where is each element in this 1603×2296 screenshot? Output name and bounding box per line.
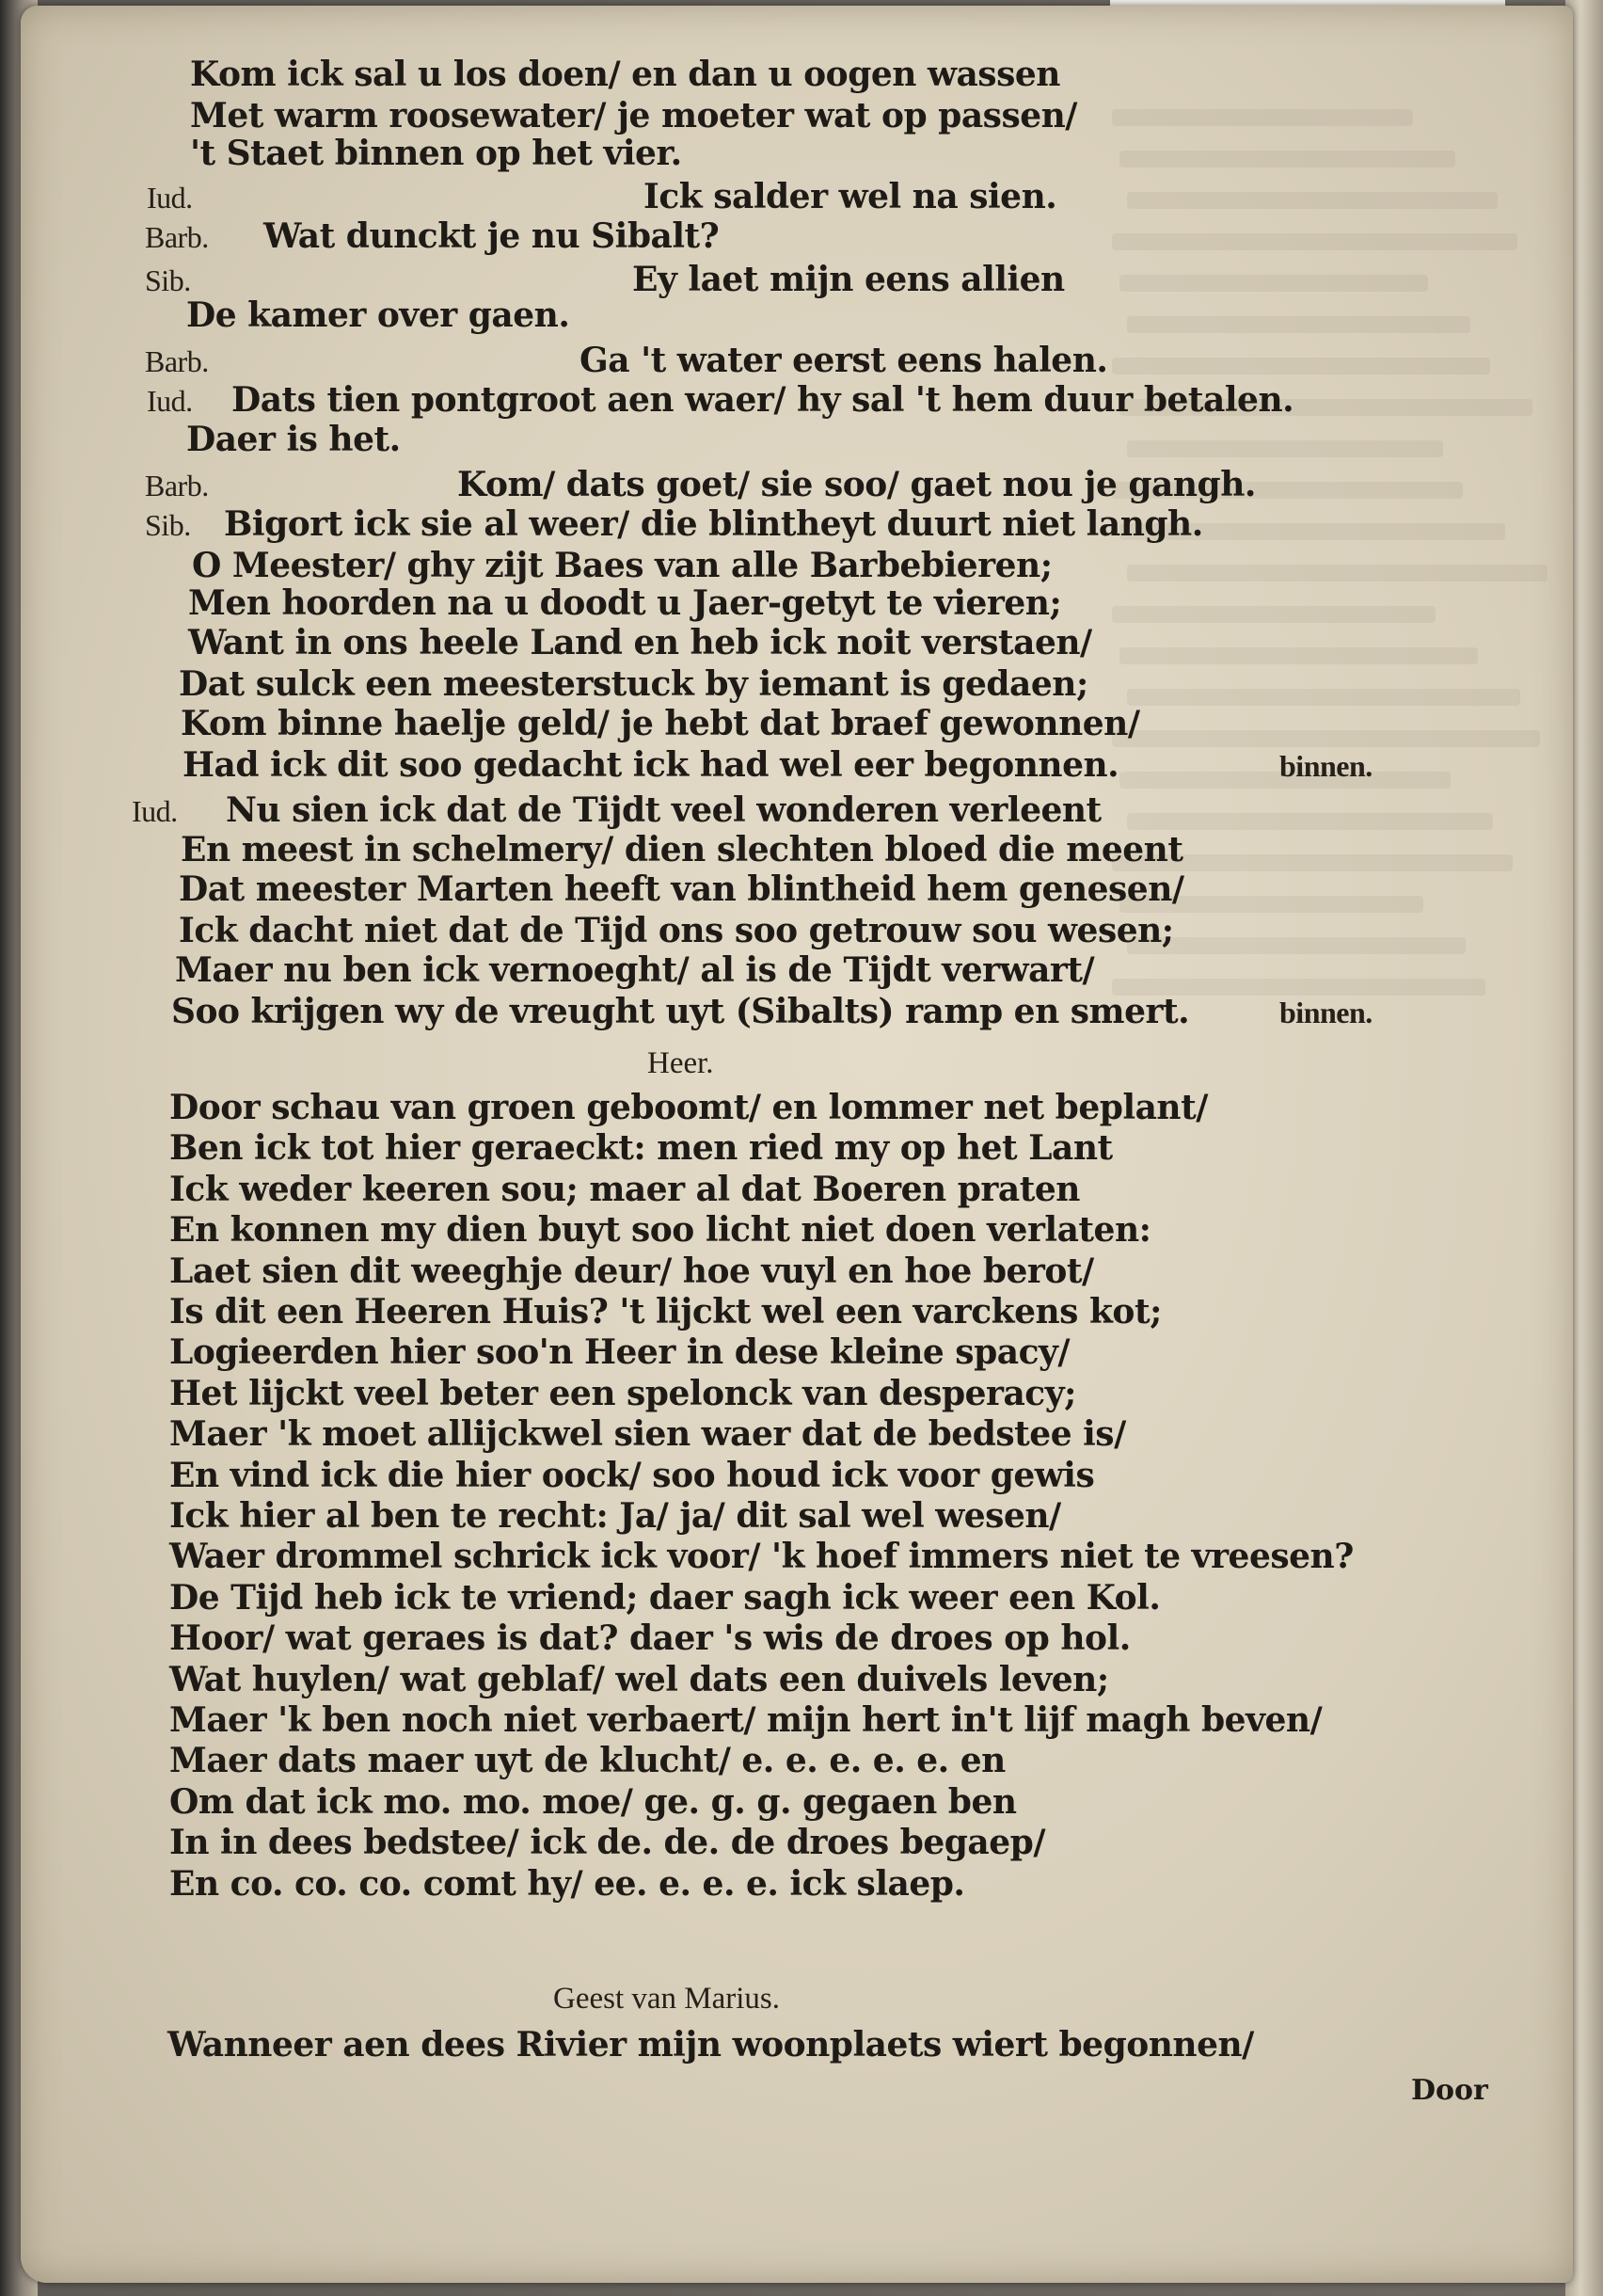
verse-text: Dat meester Marten heeft van blintheid hem genesen/	[179, 869, 1184, 909]
verse-line	[21, 869, 1573, 913]
verse-text: Logieerden hier soo'n Heer in dese kleine spacy/	[169, 1332, 1071, 1373]
verse-line	[21, 504, 1573, 548]
speaker-label: Barb.	[145, 220, 209, 254]
verse-text: Ick weder keeren sou; maer al dat Boeren praten	[169, 1169, 1080, 1209]
verse-line	[21, 830, 1573, 873]
verse-line	[21, 1128, 1573, 1172]
verse-line	[21, 1578, 1573, 1621]
verse-text: Ben ick tot hier geraeckt: men ried my op het Lant	[169, 1128, 1113, 1169]
verse-line	[21, 1782, 1573, 1826]
verse-text: O Meester/ ghy zijt Baes van alle Barbebieren;	[192, 546, 1053, 585]
book-page	[21, 6, 1573, 2283]
speaker-label: Iud.	[147, 181, 193, 215]
verse-line	[21, 1252, 1573, 1295]
verse-text: Ga 't water eerst eens halen.	[579, 341, 1108, 380]
verse-line	[21, 380, 1573, 423]
verse-text: Maer dats maer uyt de klucht/ e. e. e. e. e. en	[169, 1741, 1006, 1781]
verse-line	[21, 745, 1573, 789]
verse-text: Dats tien pontgroot aen waer/ hy sal 't hem duur betalen.	[231, 380, 1294, 420]
verse-text: Maer 'k moet allijckwel sien waer dat de bedstee is/	[169, 1414, 1126, 1455]
verse-text: Ey laet mijn eens allien	[632, 260, 1065, 299]
verse-line	[21, 1414, 1573, 1458]
verse-line	[21, 1700, 1573, 1744]
verse-text: Ick salder wel na sien.	[643, 177, 1057, 216]
verse-line	[21, 465, 1573, 508]
verse-text: Kom binne haelje geld/ je hebt dat braef gewonnen/	[181, 704, 1140, 743]
verse-text: Maer nu ben ick vernoeght/ al is de Tijdt verwart/	[175, 950, 1095, 990]
verse-line	[21, 623, 1573, 666]
verse-line	[21, 992, 1573, 1035]
verse-line	[21, 1660, 1573, 1703]
verse-line	[21, 1170, 1573, 1213]
verse-line	[21, 1741, 1573, 1784]
verse-text: Ick hier al ben te recht: Ja/ ja/ dit sal wel wesen/	[169, 1496, 1061, 1536]
verse-text: Het lijckt veel beter een spelonck van desperacy;	[169, 1373, 1076, 1413]
verse-text: De kamer over gaen.	[186, 295, 570, 335]
verse-line	[21, 295, 1573, 339]
verse-line	[21, 1210, 1573, 1253]
verse-text: Om dat ick mo. mo. moe/ ge. g. g. gegaen ben	[169, 1781, 1017, 1822]
verse-text: Men hoorden na u doodt u Jaer-getyt te vieren;	[188, 583, 1062, 623]
verse-text: Daer is het.	[186, 420, 401, 459]
verse-line	[21, 583, 1573, 627]
verse-text: Had ick dit soo gedacht ick had wel eer begonnen.	[183, 745, 1119, 785]
verse-text: Laet sien dit weeghje deur/ hoe vuyl en hoe berot/	[169, 1251, 1094, 1291]
verse-text: Wat huylen/ wat geblaf/ wel dats een duivels leven;	[169, 1659, 1109, 1699]
speaker-label: Barb.	[145, 344, 209, 378]
verse-text: Soo krijgen wy de vreught uyt (Sibalts) ramp en smert.	[171, 992, 1190, 1031]
verse-text: Wat dunckt je nu Sibalt?	[263, 216, 720, 256]
verse-text: Dat sulck een meesterstuck by iemant is gedaen;	[179, 664, 1088, 704]
verse-text: Kom/ dats goet/ sie soo/ gaet nou je gangh.	[457, 465, 1256, 504]
speaker-heading: Geest van Marius.	[553, 1982, 781, 2016]
verse-line	[21, 1496, 1573, 1539]
verse-text: En konnen my dien buyt soo licht niet doen verlaten:	[169, 1210, 1151, 1251]
verse-line	[21, 950, 1573, 994]
verse-text: Wanneer aen dees Rivier mijn woonplaets wiert begonnen/	[167, 2025, 1254, 2065]
verse-text: En vind ick die hier oock/ soo houd ick voor gewis	[169, 1455, 1095, 1495]
verse-text: Door schau van groen geboomt/ en lommer net beplant/	[169, 1088, 1208, 1127]
verse-text: Bigort ick sie al weer/ die blintheyt duurt niet langh.	[224, 504, 1203, 544]
verse-text: En co. co. co. comt hy/ ee. e. e. e. ick slaep.	[169, 1863, 965, 1904]
verse-text: In in dees bedstee/ ick de. de. de droes begaep/	[169, 1823, 1045, 1863]
verse-text: Nu sien ick dat de Tijdt veel wonderen verleent	[226, 790, 1102, 830]
verse-line	[21, 216, 1573, 260]
speaker-label: Sib.	[145, 263, 191, 297]
verse-text: Hoor/ wat geraes is dat? daer 's wis de droes op hol.	[169, 1618, 1131, 1659]
verse-line	[21, 341, 1573, 384]
verse-text: Waer drommel schrick ick voor/ 'k hoef immers niet te vreesen?	[169, 1537, 1354, 1577]
verse-line	[21, 790, 1573, 834]
verse-text: Kom ick sal u los doen/ en dan u oogen wassen	[190, 55, 1060, 94]
verse-line	[21, 704, 1573, 747]
speaker-label: Barb.	[145, 469, 209, 502]
speaker-label: Iud.	[132, 794, 178, 828]
speaker-heading: Heer.	[647, 1046, 714, 1080]
speaker-label: Sib.	[145, 508, 191, 542]
verse-line	[21, 1374, 1573, 1417]
verse-text: De Tijd heb ick te vriend; daer sagh ick weer een Kol.	[169, 1577, 1161, 1618]
verse-text: Want in ons heele Land en heb ick noit verstaen/	[188, 623, 1092, 662]
verse-line	[21, 55, 1573, 98]
catchword: Door	[1411, 2074, 1488, 2107]
verse-text: En meest in schelmery/ dien slechten bloed die meent	[181, 830, 1183, 869]
verse-line	[21, 664, 1573, 708]
verse-text: Met warm roosewater/ je moeter wat op passen/	[190, 96, 1077, 136]
verse-line	[21, 1088, 1573, 1131]
verse-line	[21, 1456, 1573, 1499]
speaker-label: Iud.	[147, 384, 193, 418]
verse-line	[21, 1823, 1573, 1866]
verse-line	[21, 177, 1573, 220]
verse-line	[21, 420, 1573, 463]
verse-line	[21, 1864, 1573, 1907]
stage-direction: binnen.	[1279, 996, 1373, 1029]
stage-direction: binnen.	[1279, 749, 1373, 783]
verse-text: Is dit een Heeren Huis? 't lijckt wel een varckens kot;	[169, 1292, 1162, 1331]
verse-line	[21, 1292, 1573, 1335]
verse-line	[21, 1618, 1573, 1662]
verse-line	[21, 1332, 1573, 1376]
verse-text: 't Staet binnen op het vier.	[190, 134, 682, 173]
verse-text: Maer 'k ben noch niet verbaert/ mijn hert in't lijf magh beven/	[169, 1700, 1323, 1740]
verse-line	[21, 2025, 1573, 2068]
verse-line	[21, 134, 1573, 177]
verse-text: Ick dacht niet dat de Tijd ons soo getrouw sou wesen;	[179, 911, 1174, 950]
verse-line	[21, 1537, 1573, 1580]
verse-line	[21, 911, 1573, 954]
